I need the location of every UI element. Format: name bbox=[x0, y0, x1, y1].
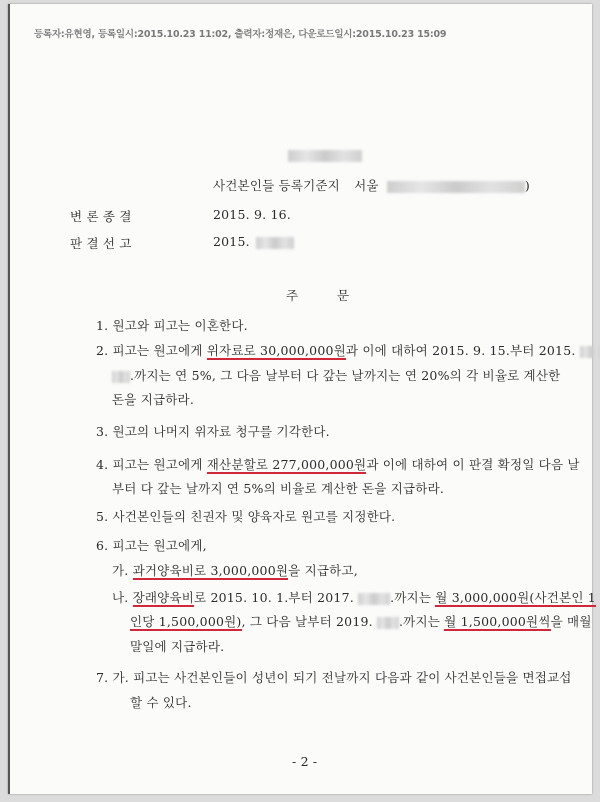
item-6-na-line-1 bbox=[112, 588, 596, 606]
item-7-line-1: 7. 가. 피고는 사건본인들이 성년이 되기 전날까지 다음과 같이 사건본인들을 면접교섭 bbox=[96, 670, 572, 685]
item-6-na-next: , 그 다음 날부터 2019. bbox=[241, 614, 373, 629]
item-4-line-2: 부터 다 갚는 날까지 연 5%의 비율로 계산한 돈을 지급하라. bbox=[112, 481, 445, 496]
item-1: 1. 원고와 피고는 이혼한다. bbox=[96, 318, 248, 333]
registration-close-paren: ) bbox=[524, 178, 530, 193]
redacted-date-2 bbox=[112, 371, 130, 383]
section-title-left: 주 bbox=[286, 288, 299, 303]
item-2-text-cont: 과 이에 대하여 2015. 9. 15.부터 2015. bbox=[345, 343, 576, 358]
item-4-line-1 bbox=[96, 455, 580, 473]
item-2-line-2 bbox=[112, 366, 560, 384]
item-6-na-monthly: 을 매월 bbox=[550, 614, 592, 629]
registration-label: 사건본인들 등록기준지 bbox=[213, 178, 340, 193]
item-3: 3. 원고의 나머지 위자료 청구를 기각한다. bbox=[96, 424, 330, 439]
item-7-line-2: 할 수 있다. bbox=[130, 695, 192, 710]
redacted-case-number bbox=[288, 150, 362, 162]
section-title-right: 문 bbox=[337, 288, 350, 303]
underlined-past-child-support: 과거양육비로 3,000,000원 bbox=[132, 563, 289, 578]
redacted-date-4 bbox=[377, 617, 399, 629]
registration-city: 서울 bbox=[354, 178, 379, 193]
item-6-ga-marker: 가. bbox=[112, 563, 133, 578]
redacted-address bbox=[387, 181, 525, 193]
underlined-future-child-support: 장래양육비 bbox=[132, 590, 195, 605]
redacted-date-1 bbox=[580, 346, 600, 358]
closing-label: 변 론 종 결 bbox=[70, 209, 132, 224]
judgment-date: 2015. bbox=[213, 234, 250, 249]
item-6-na-until: .까지는 bbox=[390, 590, 436, 605]
underlined-monthly-1-5m: 월 1,500,000원씩 bbox=[444, 614, 551, 629]
item-2-interest-text: .까지는 연 5%, 그 다음 날부터 다 갚는 날까지는 연 20%의 각 비율로 계산한 bbox=[130, 368, 561, 383]
item-6-na-line-2 bbox=[130, 612, 592, 630]
item-6-na-until-2: .까지는 bbox=[399, 614, 445, 629]
item-5: 5. 사건본인들의 친권자 및 양육자로 원고를 지정한다. bbox=[96, 509, 396, 524]
item-6-ga-text: 을 지급하고, bbox=[288, 563, 358, 578]
item-6: 6. 피고는 원고에게, bbox=[96, 538, 207, 553]
item-4-text-cont: 과 이에 대하여 이 판결 확정일 다음 날 bbox=[366, 457, 580, 472]
item-2-line-3: 돈을 지급하라. bbox=[112, 392, 194, 407]
item-6-ga bbox=[112, 561, 358, 579]
item-2-text: 2. 피고는 원고에게 bbox=[96, 343, 207, 358]
download-header-line: 등록자:유현영, 등록일시:2015.10.23 11:02, 출력자:정재은, 다운로드일시:2015.10.23 15:09 bbox=[34, 29, 447, 40]
closing-date: 2015. 9. 16. bbox=[213, 207, 291, 222]
underlined-property-division: 재산분할로 277,000,000원 bbox=[206, 457, 367, 472]
underlined-consolation-amount: 위자료로 30,000,000원 bbox=[206, 343, 346, 358]
item-2-line-1 bbox=[96, 341, 600, 359]
item-6-na-line-3: 말일에 지급하라. bbox=[130, 639, 225, 654]
judgment-date-line bbox=[213, 234, 294, 249]
document-page bbox=[8, 4, 596, 794]
item-6-na-marker: 나. bbox=[112, 590, 133, 605]
registration-line bbox=[213, 176, 530, 194]
page-number: - 2 - bbox=[292, 754, 318, 769]
judgment-label: 판 결 선 고 bbox=[70, 236, 132, 251]
item-6-na-text: 로 2015. 10. 1.부터 2017. bbox=[194, 590, 354, 605]
item-4-text: 4. 피고는 원고에게 bbox=[96, 457, 207, 472]
underlined-per-child-amount: 인당 1,500,000원) bbox=[130, 614, 242, 629]
redacted-judgment-date bbox=[256, 237, 294, 249]
underlined-monthly-3m: 월 3,000,000원(사건본인 1 bbox=[435, 590, 596, 605]
redacted-date-3 bbox=[358, 593, 390, 605]
